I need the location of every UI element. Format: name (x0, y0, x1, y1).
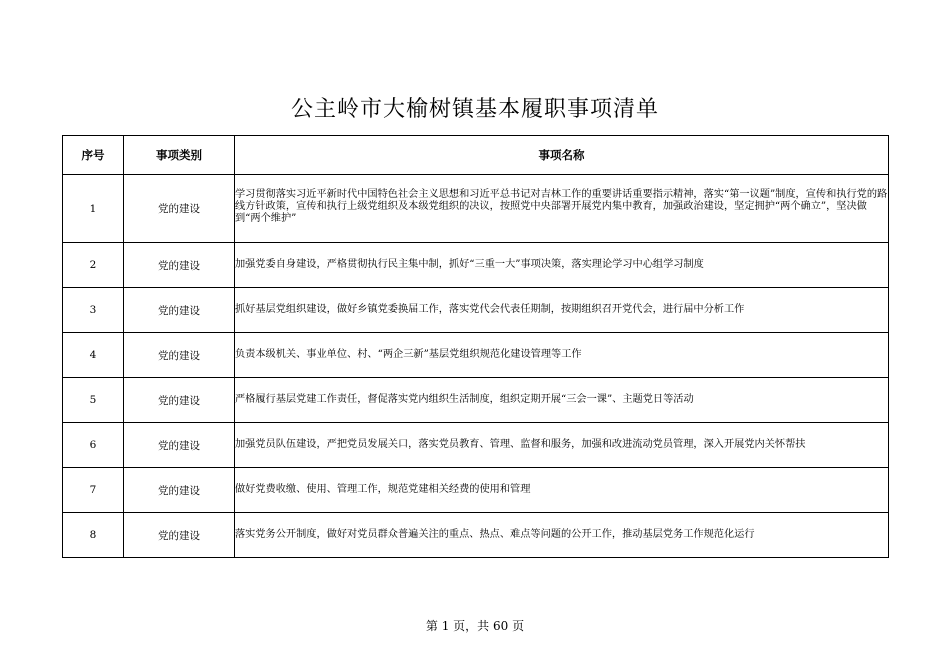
row-number: 6 (63, 423, 124, 468)
row-category: 党的建设 (124, 513, 235, 558)
row-category: 党的建设 (124, 468, 235, 513)
table-row (63, 288, 889, 333)
row-number: 5 (63, 378, 124, 423)
column-header-category: 事项类别 (124, 136, 235, 175)
table-header-row (63, 136, 889, 175)
row-category: 党的建设 (124, 333, 235, 378)
row-item-name: 加强党员队伍建设，严把党员发展关口，落实党员教育、管理、监督和服务，加强和改进流动党员管理，深入开展党内关怀帮扶 (235, 423, 889, 468)
row-item-name: 抓好基层党组织建设，做好乡镇党委换届工作，落实党代会代表任期制，按期组织召开党代会，进行届中分析工作 (235, 288, 889, 333)
table-row (63, 333, 889, 378)
table-row (63, 243, 889, 288)
table-row (63, 423, 889, 468)
row-item-name: 负责本级机关、事业单位、村、“两企三新”基层党组织规范化建设管理等工作 (235, 333, 889, 378)
page-title: 公主岭市大榆树镇基本履职事项清单 (290, 97, 659, 122)
row-item-name: 做好党费收缴、使用、管理工作，规范党建相关经费的使用和管理 (235, 468, 889, 513)
row-category: 党的建设 (124, 175, 235, 243)
row-number: 4 (63, 333, 124, 378)
row-item-name: 加强党委自身建设，严格贯彻执行民主集中制，抓好“三重一大”事项决策，落实理论学习中心组学习制度 (235, 243, 889, 288)
row-number: 2 (63, 243, 124, 288)
row-number: 3 (63, 288, 124, 333)
row-category: 党的建设 (124, 243, 235, 288)
row-category: 党的建设 (124, 378, 235, 423)
table-row (63, 468, 889, 513)
table-row (63, 378, 889, 423)
row-number: 1 (63, 175, 124, 243)
row-item-name: 学习贯彻落实习近平新时代中国特色社会主义思想和习近平总书记对吉林工作的重要讲话重要指示精神，落实“第一议题”制度，宣传和执行党的路线方针政策，宣传和执行上级党组织及本级党组织的决议，按照党中央部署开展党内集中教育，加强政治建设，坚定拥护“两个确立”，坚决做到“两个维护” (235, 175, 889, 243)
column-header-no: 序号 (63, 136, 124, 175)
row-category: 党的建设 (124, 423, 235, 468)
row-item-name: 严格履行基层党建工作责任，督促落实党内组织生活制度，组织定期开展“三会一课”、主题党日等活动 (235, 378, 889, 423)
row-category: 党的建设 (124, 288, 235, 333)
row-number: 8 (63, 513, 124, 558)
row-item-name: 落实党务公开制度，做好对党员群众普遍关注的重点、热点、难点等问题的公开工作，推动基层党务工作规范化运行 (235, 513, 889, 558)
duties-table (62, 135, 889, 558)
table-row (63, 513, 889, 558)
page-number-footer: 第 1 页，共 60 页 (425, 619, 525, 633)
column-header-name: 事项名称 (235, 136, 889, 175)
table-row (63, 175, 889, 243)
row-number: 7 (63, 468, 124, 513)
